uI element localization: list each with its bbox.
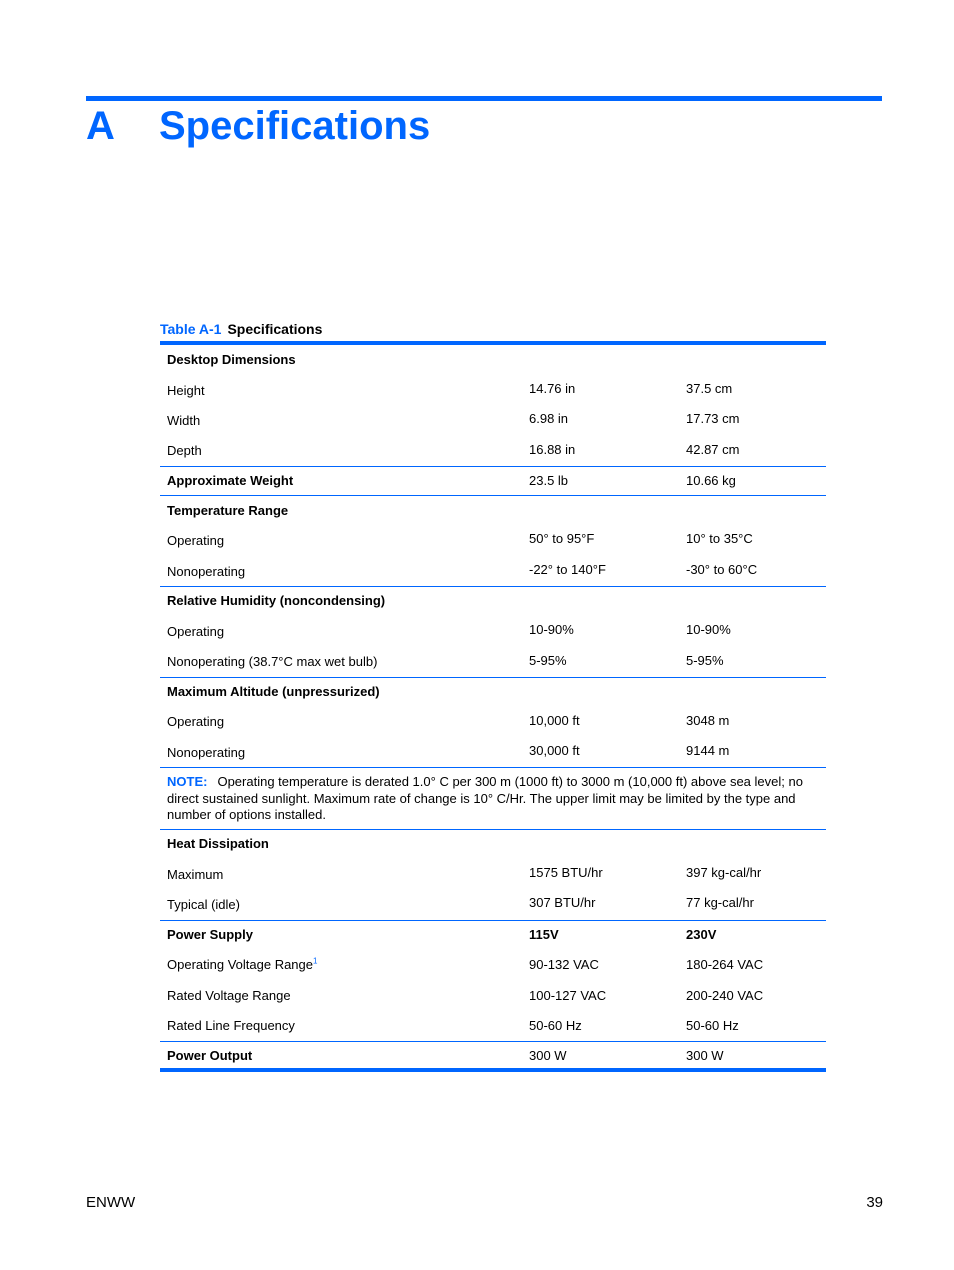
row-value-imperial: 1575 BTU/hr: [529, 865, 603, 880]
row-separator: [160, 767, 826, 768]
row-separator: [160, 1041, 826, 1042]
section-heading-power-output: Power Output: [167, 1048, 253, 1063]
row-value-metric: 77 kg-cal/hr: [686, 895, 754, 910]
table-label: Table A-1: [160, 321, 222, 337]
table-title: Specifications: [227, 321, 323, 337]
row-value-imperial: 23.5 lb: [529, 473, 569, 488]
row-label: Width: [167, 413, 201, 428]
note-text: Operating temperature is derated 1.0° C per 300 m (1000 ft) to 3000 m (10,000 ft) above sea level; no direct sustained sunlight. Maximum rate of change is 10° C/Hr. The upper limit may be limited by the type and number of options installed.: [167, 774, 803, 822]
row-value-115v: 100-127 VAC: [529, 988, 607, 1003]
section-heading-weight: Approximate Weight: [167, 473, 294, 488]
row-value-230v: 300 W: [686, 1048, 724, 1063]
column-heading-230v: 230V: [686, 927, 717, 942]
row-label: Height: [167, 383, 205, 398]
row-value-imperial: 16.88 in: [529, 442, 576, 457]
table-top-rule: [160, 341, 826, 345]
section-heading-altitude: Maximum Altitude (unpressurized): [167, 684, 380, 699]
table-caption: [160, 321, 322, 337]
row-label: Nonoperating: [167, 745, 246, 760]
row-value-imperial: 307 BTU/hr: [529, 895, 596, 910]
row-separator: [160, 495, 826, 496]
row-label: Operating: [167, 624, 225, 639]
row-value-imperial: 30,000 ft: [529, 743, 580, 758]
row-separator: [160, 920, 826, 921]
row-separator: [160, 829, 826, 830]
footer-label: ENWW: [86, 1194, 136, 1211]
row-value-imperial: 5-95%: [529, 653, 567, 668]
chapter-letter: A: [86, 104, 115, 148]
row-label: Operating: [167, 714, 225, 729]
section-heading-power-supply: Power Supply: [167, 927, 253, 942]
row-value-metric: 5-95%: [686, 653, 724, 668]
row-label: Operating Voltage Range: [167, 957, 313, 972]
page-number: 39: [866, 1194, 883, 1211]
row-value-imperial: 10-90%: [529, 622, 574, 637]
row-value-230v: 200-240 VAC: [686, 988, 764, 1003]
footnote-marker[interactable]: 1: [313, 956, 318, 966]
row-value-metric: 9144 m: [686, 743, 730, 758]
row-value-metric: 10-90%: [686, 622, 731, 637]
row-label: Nonoperating (38.7°C max wet bulb): [167, 654, 378, 669]
row-label: Rated Voltage Range: [167, 988, 291, 1003]
row-value-imperial: 10,000 ft: [529, 713, 580, 728]
row-value-metric: 10° to 35°C: [686, 531, 753, 546]
column-heading-115v: 115V: [529, 927, 559, 942]
row-label: Depth: [167, 443, 202, 458]
chapter-title: Specifications: [159, 104, 431, 148]
row-label: Rated Line Frequency: [167, 1018, 295, 1033]
chapter-rule: [86, 96, 882, 101]
section-heading-dimensions: Desktop Dimensions: [167, 352, 296, 367]
row-value-115v: 50-60 Hz: [529, 1018, 582, 1033]
row-value-imperial: 14.76 in: [529, 381, 576, 396]
row-label: Operating: [167, 533, 225, 548]
row-label: Typical (idle): [167, 897, 240, 912]
row-separator: [160, 677, 826, 678]
row-value-metric: 397 kg-cal/hr: [686, 865, 762, 880]
row-value-imperial: 50° to 95°F: [529, 531, 595, 546]
row-value-metric: 17.73 cm: [686, 411, 740, 426]
row-value-230v: 180-264 VAC: [686, 957, 764, 972]
row-value-metric: -30° to 60°C: [686, 562, 758, 577]
row-label: Nonoperating: [167, 564, 246, 579]
row-value-metric: 3048 m: [686, 713, 730, 728]
row-label-with-footnote: [167, 957, 317, 973]
row-separator: [160, 586, 826, 587]
row-value-115v: 300 W: [529, 1048, 567, 1063]
row-separator: [160, 466, 826, 467]
row-label: Maximum: [167, 867, 224, 882]
row-value-115v: 90-132 VAC: [529, 957, 599, 972]
section-heading-humidity: Relative Humidity (noncondensing): [167, 593, 386, 608]
row-value-imperial: -22° to 140°F: [529, 562, 606, 577]
row-value-imperial: 6.98 in: [529, 411, 569, 426]
section-heading-temperature: Temperature Range: [167, 503, 289, 518]
row-value-metric: 37.5 cm: [686, 381, 733, 396]
note-label: NOTE:: [167, 774, 208, 789]
row-value-metric: 42.87 cm: [686, 442, 740, 457]
section-heading-heat: Heat Dissipation: [167, 836, 269, 851]
row-value-metric: 10.66 kg: [686, 473, 736, 488]
row-value-230v: 50-60 Hz: [686, 1018, 739, 1033]
note-block: [167, 774, 827, 824]
table-bottom-rule: [160, 1068, 826, 1072]
